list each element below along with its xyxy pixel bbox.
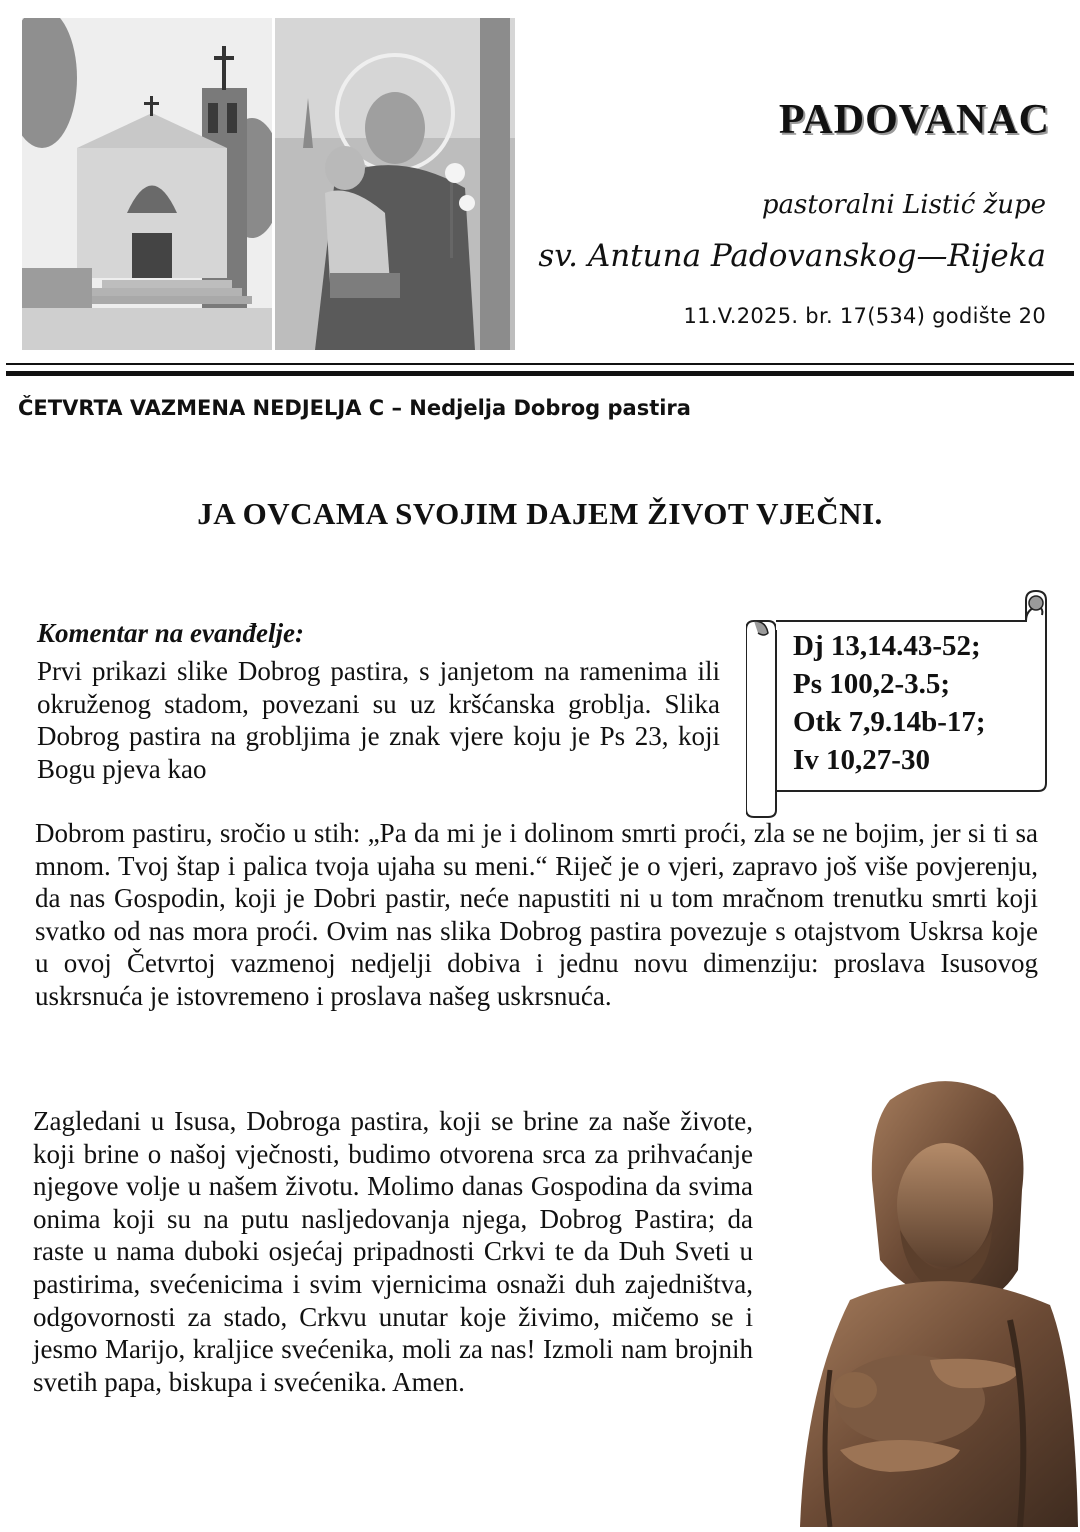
reading-1: Dj 13,14.43-52; (793, 630, 981, 662)
newsletter-title: PADOVANAC (778, 97, 1050, 143)
commentary-paragraph-1: Prvi prikazi slike Dobrog pastira, s janjetom na ramenima ili okruženog stadom, povezani su uz kršćanska groblja. Slika Dobrog pastira na grobljima je znak vjere koju je Ps 23, koji Bogu pjeva kao (37, 656, 720, 784)
newsletter-subtitle-line2: sv. Antuna Padovanskog—Rijeka (538, 238, 1046, 274)
issue-info: 11.V.2025. br. 17(534) godište 20 (683, 304, 1046, 328)
liturgical-day: ČETVRTA VAZMENA NEDJELJA C – Nedjelja Dobrog pastira (18, 396, 691, 420)
readings-list (793, 627, 986, 779)
header-divider-thick (6, 371, 1074, 376)
commentary-paragraph-3: Zagledani u Isusa, Dobroga pastira, koji se brine za naše živote, koji brine o našoj vječnosti, budimo otvorena srca za prihvaćanje njegove volje u našem životu. Molimo danas Gospodina da svima onima koji su na putu nasljedovanja njega, Dobrog Pastira; da raste u nama duboki osjećaj pripadnosti Crkvi te da Duh Sveti u pastirima, svećenicima i svim vjernicima osnaži duh zajedništva, odgovornosti za stado, Crkvu unutar koje živimo, mičemo se i jesmo Marijo, kraljice svećenika, moli za nas! Izmoli nam brojnih svetih papa, biskupa i svećenika. Amen. (33, 1106, 753, 1397)
header-divider-thin (6, 363, 1074, 365)
commentary-title: Komentar na evanđelje: (37, 618, 304, 648)
gospel-headline: JA OVCAMA SVOJIM DAJEM ŽIVOT VJEČNI. (197, 496, 883, 531)
commentary-paragraph-2: Dobrom pastiru, sročio u stih: „Pa da mi je i dolinom smrti proći, zla se ne bojim, jer si ti sa mnom. Tvoj štap i palica tvoja ujaha su meni.“ Riječ je o vjeri, zapravo još više povjerenju, da nas Gospodin, koji je Dobri pastir, neće napustiti ni u tom mračnom trenutku smrti koji svatko od nas mora proći. Ovim nas slika Dobrog pastira povezuje s otajstvom Uskrsa koje u ovoj Četvrtoj vazmenoj nedjelji dobiva i jednu novu dimenziju: proslava Isusovog uskrsnuća je istovremeno i proslava našeg uskrsnuća. (35, 818, 1038, 1011)
reading-3: Otk 7,9.14b-17; (793, 706, 986, 738)
church-photo (22, 18, 272, 350)
newsletter-subtitle-line1: pastoralni Listić župe (761, 190, 1046, 220)
reading-2: Ps 100,2-3.5; (793, 668, 951, 700)
reading-4: Iv 10,27-30 (793, 744, 930, 776)
saint-anthony-image (275, 18, 515, 350)
good-shepherd-statue-image (760, 1070, 1080, 1527)
